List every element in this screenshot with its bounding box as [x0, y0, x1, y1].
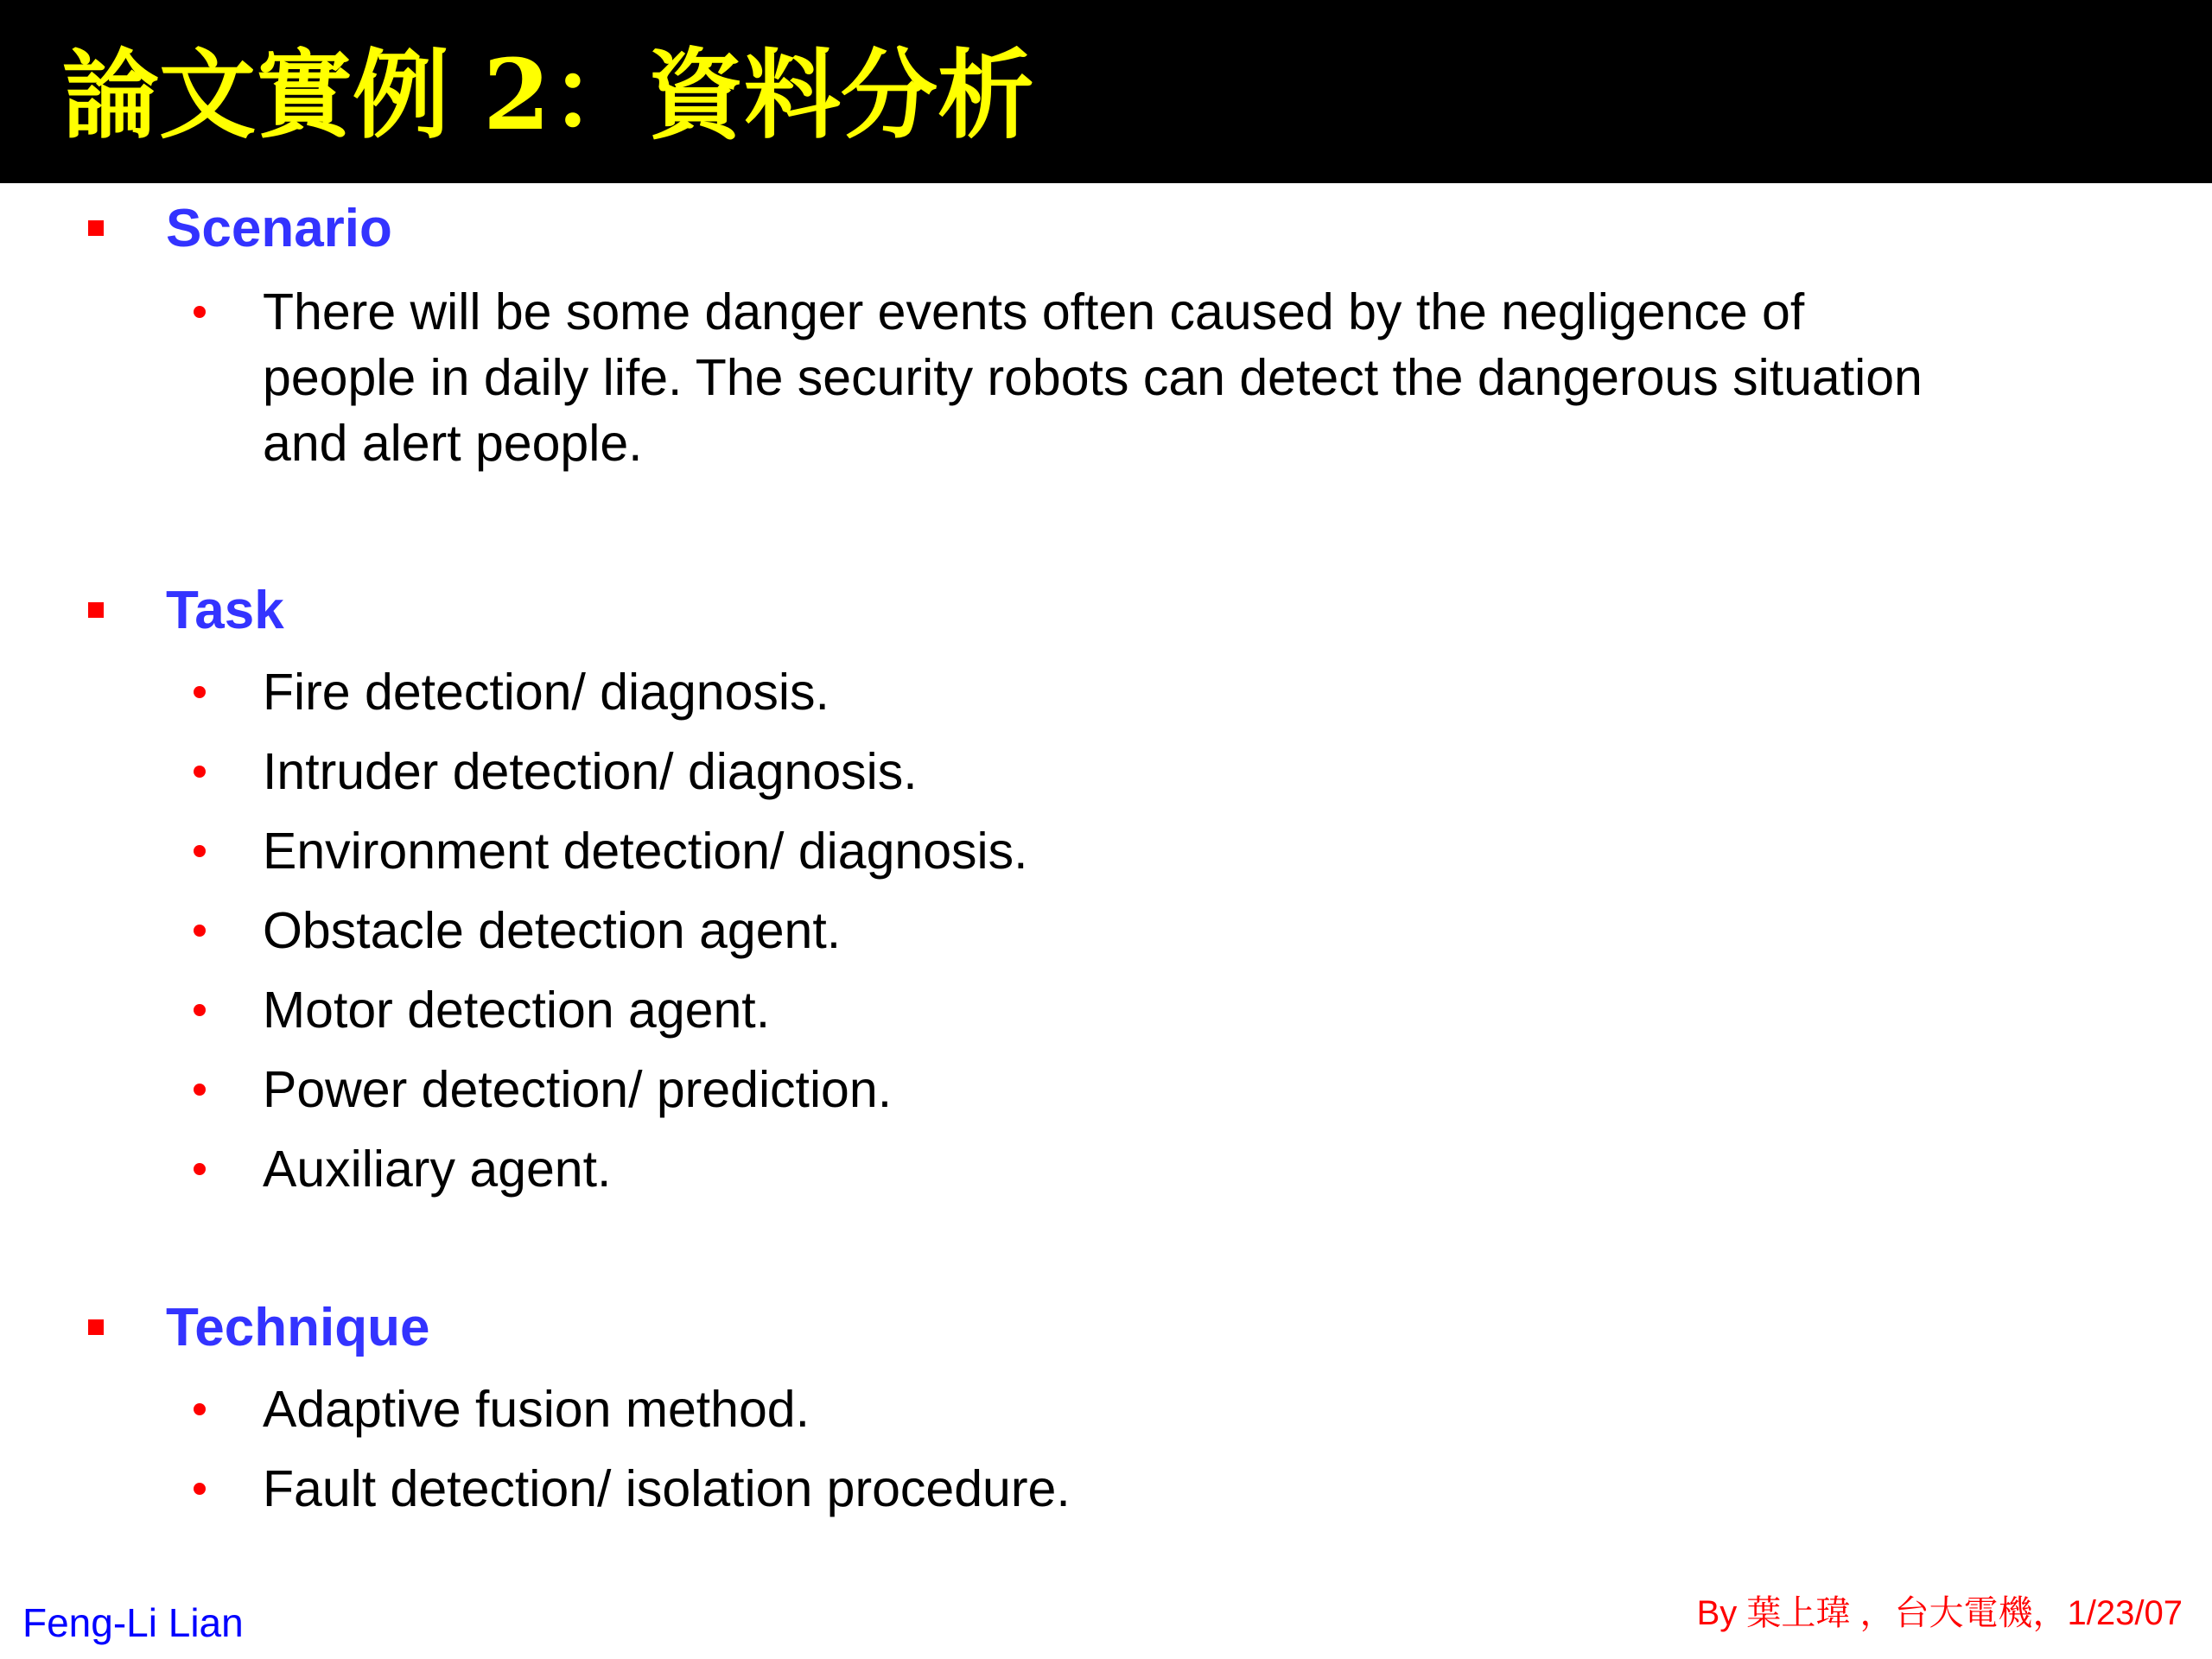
- footer-credit: By 葉上瑋 ，台大電機，1/23/07: [1696, 1594, 2183, 1632]
- square-bullet-icon: [88, 220, 104, 236]
- list-item: Fire detection/ diagnosis.: [263, 664, 830, 721]
- slide-title: 論文實例 2：資料分析: [62, 39, 1034, 152]
- scenario-item: There will be some danger events often caused by the negligence of people in daily life. The security robots can detect the dangerous situation and alert people.: [263, 283, 1923, 472]
- list-item: Environment detection/ diagnosis.: [263, 823, 1028, 880]
- round-bullet-icon: [194, 766, 206, 778]
- round-bullet-icon: [194, 686, 206, 698]
- section-heading-scenario: Scenario: [166, 199, 392, 258]
- footer-author: Feng-Li Lian: [22, 1600, 244, 1645]
- list-item: Intruder detection/ diagnosis.: [263, 743, 918, 800]
- round-bullet-icon: [194, 925, 206, 937]
- list-item: Adaptive fusion method.: [263, 1381, 810, 1438]
- title-bar: [0, 0, 2212, 183]
- round-bullet-icon: [194, 845, 206, 857]
- list-item: Power detection/ prediction.: [263, 1061, 893, 1118]
- square-bullet-icon: [88, 602, 104, 618]
- round-bullet-icon: [194, 1084, 206, 1096]
- section-heading-task: Task: [166, 581, 284, 640]
- round-bullet-icon: [194, 1403, 206, 1415]
- list-item: Fault detection/ isolation procedure.: [263, 1460, 1071, 1517]
- round-bullet-icon: [194, 306, 206, 318]
- square-bullet-icon: [88, 1319, 104, 1335]
- round-bullet-icon: [194, 1004, 206, 1016]
- section-heading-technique: Technique: [166, 1298, 430, 1357]
- list-item: Motor detection agent.: [263, 982, 771, 1039]
- round-bullet-icon: [194, 1163, 206, 1175]
- round-bullet-icon: [194, 1483, 206, 1495]
- list-item: Auxiliary agent.: [263, 1141, 612, 1198]
- list-item: Obstacle detection agent.: [263, 902, 842, 959]
